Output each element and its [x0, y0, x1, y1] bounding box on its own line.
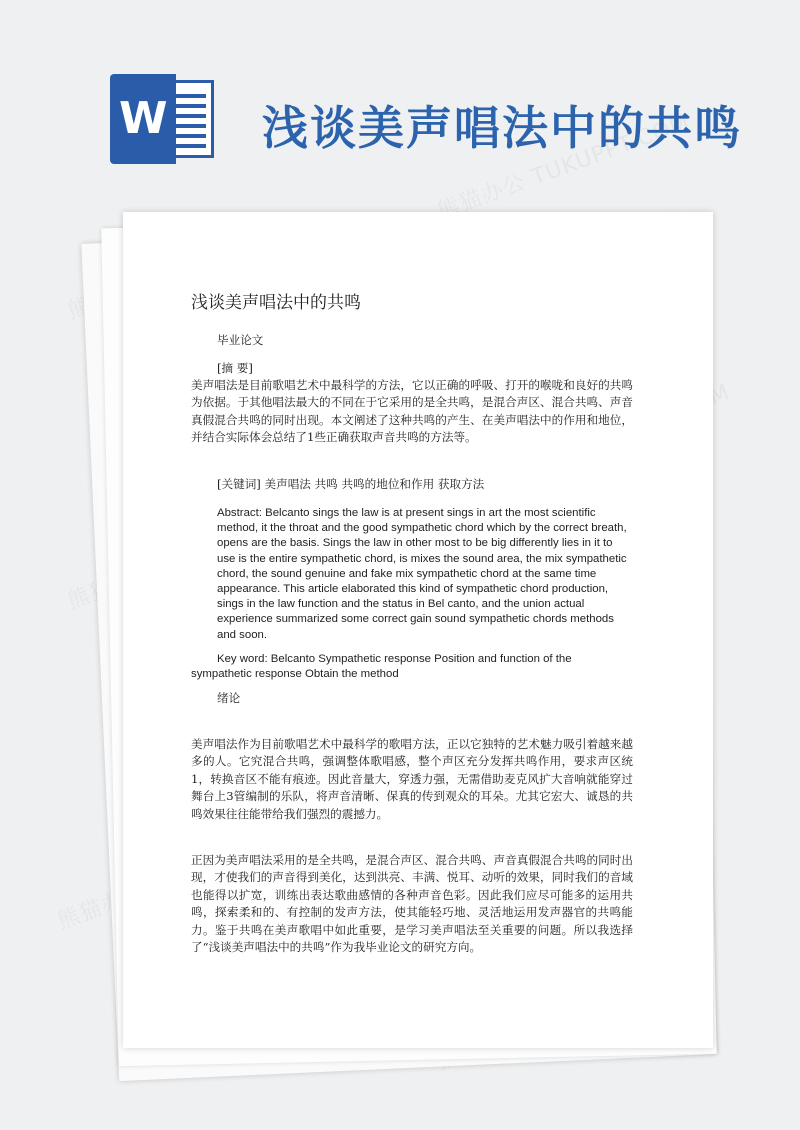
keywords-en: Key word: Belcanto Sympathetic response Position and function of the sympathetic response Obtain the method [191, 653, 572, 681]
intro-heading: 绪论 [217, 691, 241, 705]
abstract-en: Abstract: Belcanto sings the law is at present sings in art the most scientific method, it the throat and the good sympathetic chord which by the correct breath, opens are the basis. Sings the law in other most to be big differently lies in it to use is the entire sympathetic chord, is mixes the sound area, the mix sympathetic chord, the sound genuine and fake mix sympathetic chord at the same time appearance. This article elaborated this kind of sympathetic chord production, sings in the law function and the status in Bel canto, and the union actual experience summarized some correct gain sound sympathetic chords methods and soon. [217, 507, 627, 641]
thesis-label: 毕业论文 [217, 333, 264, 347]
abstract-heading: [摘 要] [217, 361, 253, 375]
keywords-cn: [关键词] 美声唱法 共鸣 共鸣的地位和作用 获取方法 [217, 477, 485, 491]
abstract-cn: 美声唱法是目前歌唱艺术中最科学的方法，它以正确的呼吸、打开的喉咙和良好的共鸣为依据。于其他唱法最大的不同在于它采用的是全共鸣，是混合声区、混合共鸣、声音真假混合共鸣的同时出现。本文阐述了这种共鸣的产生、在美声唱法中的作用和地位，并结合实际体会总结了1些正确获取声音共鸣的方法等。 [191, 378, 633, 445]
word-document-icon [110, 74, 220, 164]
page-title: 浅谈美声唱法中的共鸣 [262, 101, 742, 155]
document-page [123, 212, 713, 1048]
header-banner [0, 0, 800, 200]
intro-paragraph-2: 正因为美声唱法采用的是全共鸣，是混合声区、混合共鸣、声音真假混合共鸣的同时出现，才使我们的声音得到美化，达到洪亮、丰满、悦耳、动听的效果，同时我们的音域也能得以扩宽，训练出表达歌曲感情的各种声音色彩。因此我们应尽可能多的运用共鸣，探索柔和的、有控制的发声方法，使其能轻巧地、灵活地运用发声器官的共鸣能力。鉴于共鸣在美声歌唱中如此重要，是学习美声唱法至关重要的问题。所以我选择了“浅谈美声唱法中的共鸣”作为我毕业论文的研究方向。 [191, 853, 633, 955]
document-title: 浅谈美声唱法中的共鸣 [191, 293, 361, 313]
intro-paragraph-1: 美声唱法作为目前歌唱艺术中最科学的歌唱方法，正以它独特的艺术魅力吸引着越来越多的人。它究混合共鸣，强调整体歌唱感，整个声区充分发挥共鸣作用，要求声区统1，转换音区不能有痕迹。因此音量大，穿透力强，无需借助麦克风扩大音响就能穿过舞台上3管编制的乐队，将声音清晰、保真的传到观众的耳朵。尤其它宏大、诚恳的共鸣效果往往能带给我们强烈的震撼力。 [191, 737, 633, 821]
word-letter: W [119, 93, 168, 144]
